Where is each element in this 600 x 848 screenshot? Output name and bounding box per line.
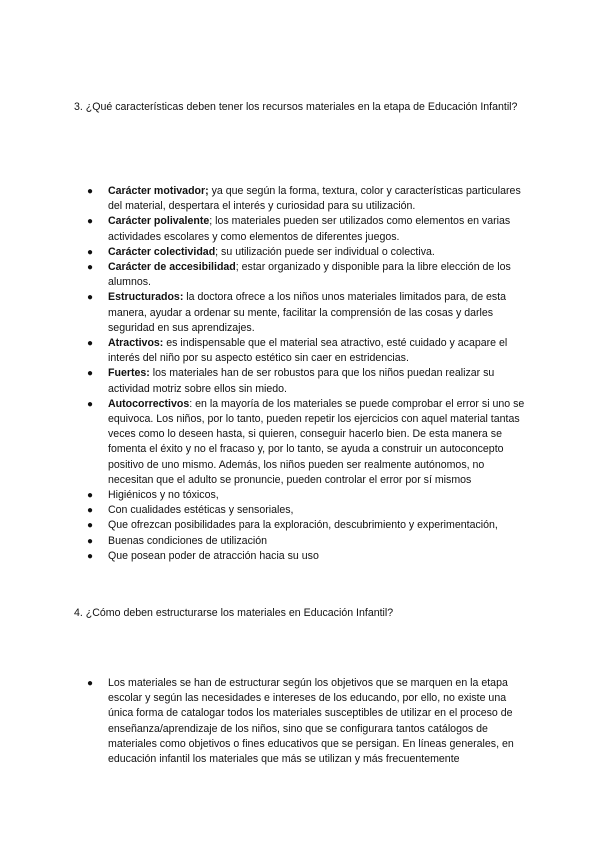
item-text: Que posean poder de atracción hacia su uso xyxy=(108,549,319,562)
bullet-icon: ● xyxy=(87,338,94,350)
list-item xyxy=(74,184,530,214)
list-item xyxy=(74,676,530,767)
structure-list xyxy=(74,676,530,767)
item-lead: Carácter de accesibilidad xyxy=(108,261,236,274)
item-text: la doctora ofrece a los niños unos materiales limitados para, de esta manera, ayudar a ordenar su mente, facilitar la comprensión de las cosas y darles seguridad en sus aprendizajes. xyxy=(108,291,507,334)
item-text: Buenas condiciones de utilización xyxy=(108,534,268,547)
item-lead: Carácter polivalente xyxy=(108,215,210,228)
bullet-icon: ● xyxy=(87,246,94,258)
question-4: 4. ¿Cómo deben estructurarse los materiales en Educación Infantil? xyxy=(74,607,394,619)
list-item xyxy=(74,549,530,564)
item-text: Con cualidades estéticas y sensoriales, xyxy=(108,504,294,517)
item-text: los materiales han de ser robustos para que los niños puedan realizar su actividad motriz sobre ellos sin miedo. xyxy=(108,367,495,395)
bullet-icon: ● xyxy=(87,520,94,532)
list-item xyxy=(74,397,530,488)
bullet-icon: ● xyxy=(87,292,94,304)
item-text: es indispensable que el material sea atractivo, esté cuidado y acapare el interés del niño por su aspecto estético sin caer en estridencias. xyxy=(108,337,508,365)
bullet-icon: ● xyxy=(87,398,94,410)
bullet-icon: ● xyxy=(87,550,94,562)
item-lead: Carácter colectividad xyxy=(108,245,216,258)
bullet-icon: ● xyxy=(87,216,94,228)
list-item xyxy=(74,503,530,518)
characteristics-list xyxy=(74,184,530,564)
bullet-icon: ● xyxy=(87,490,94,502)
item-text: ; los materiales pueden ser utilizados como elementos en varias actividades escolares y como elementos de diferentes juegos. xyxy=(108,215,511,243)
list-item xyxy=(74,488,530,503)
list-item xyxy=(74,245,530,260)
bullet-icon: ● xyxy=(87,262,94,274)
list-item xyxy=(74,336,530,366)
item-text: ; estar organizado y disponible para la libre elección de los alumnos. xyxy=(108,261,511,289)
list-item xyxy=(74,290,530,336)
item-text: Higiénicos y no tóxicos, xyxy=(108,489,219,502)
list-item xyxy=(74,260,530,290)
item-lead: Fuertes: xyxy=(108,367,150,380)
item-lead: Estructurados: xyxy=(108,291,184,304)
item-text: ya que según la forma, textura, color y características particulares del material, despertara el interés y curiosidad para su utilización. xyxy=(108,185,521,213)
item-text: Los materiales se han de estructurar según los objetivos que se marquen en la etapa escolar y según las necesidades e intereses de los educando, por ello, no existe una única forma de catalogar todos los materiales susceptibles de utilizar en el proceso de enseñanza/aprendizaje de los niños, sino que se configurara tantos catálogos de materiales como objetivos o fines educativos que se persigan. En líneas generales, en educación infantil los materiales que más se utilizan y más frecuentemente xyxy=(108,677,514,766)
list-item xyxy=(74,214,530,244)
item-text: ; su utilización puede ser individual o colectiva. xyxy=(215,245,435,258)
list-item xyxy=(74,366,530,396)
item-text: Que ofrezcan posibilidades para la exploración, descubrimiento y experimentación, xyxy=(108,519,498,532)
list-item xyxy=(74,518,530,533)
bullet-icon: ● xyxy=(87,505,94,517)
bullet-icon: ● xyxy=(87,186,94,197)
item-text: : en la mayoría de los materiales se puede comprobar el error si uno se equivoca. Los niños, por lo tanto, pueden repetir los ejercicios con aquel material tantas veces como lo deseen hasta, si quieren, conseguir hacerlo bien. De esta manera se fomenta el éxito y no el fracaso y, por lo tanto, se ayuda a construir un autoconcepto positivo de uno mismo. Además, los niños pueden ser realmente autónomos, no necesitan que el adulto se pronuncie, pueden controlar el error por sí mismos xyxy=(108,397,525,486)
list-item xyxy=(74,534,530,549)
bullet-icon: ● xyxy=(87,368,94,380)
item-lead: Autocorrectivos xyxy=(108,397,190,410)
bullet-icon: ● xyxy=(87,678,94,689)
item-lead: Atractivos: xyxy=(108,337,164,350)
item-lead: Carácter motivador; xyxy=(108,185,209,197)
question-3: 3. ¿Qué características deben tener los recursos materiales en la etapa de Educación Infantil? xyxy=(74,101,518,113)
bullet-icon: ● xyxy=(87,535,94,547)
